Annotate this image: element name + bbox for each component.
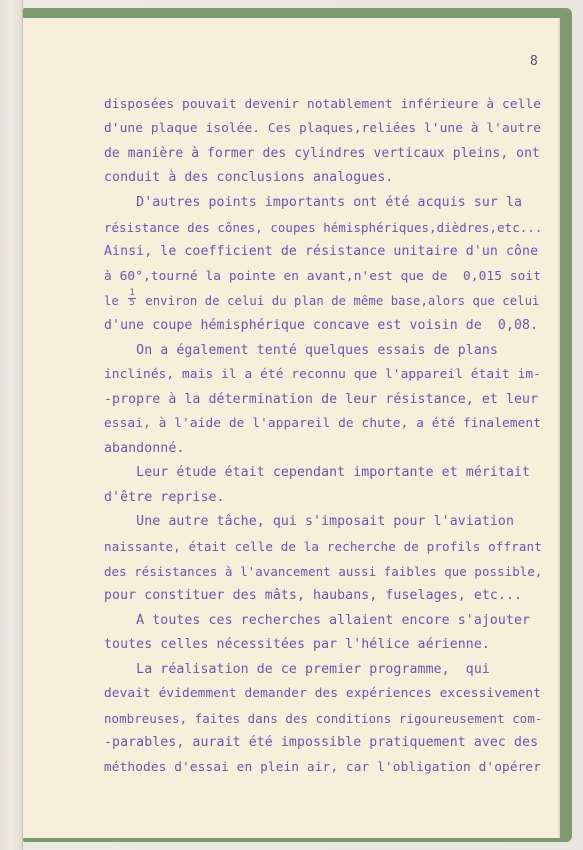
text-segment: environ de celui du plan de même base,alors que celui (137, 294, 540, 308)
page-number: 8 (530, 54, 538, 69)
text-line: d'une plaque isolée. Ces plaques,reliées l'une à l'autre (104, 121, 542, 136)
text-line: inclinés, mais il a été reconnu que l'appareil était im- (104, 367, 542, 382)
text-line: d'être reprise. (104, 490, 225, 505)
text-line: d'une coupe hémisphérique concave est voisin de 0,08. (104, 318, 539, 333)
text-line: La réalisation de ce premier programme, qui (104, 662, 490, 677)
text-line-with-fraction (104, 288, 540, 309)
text-line: Ainsi, le coefficient de résistance unitaire d'un cône (104, 244, 539, 259)
text-line: A toutes ces recherches allaient encore s'ajouter (104, 613, 531, 628)
text-line: On a également tenté quelques essais de plans (104, 343, 498, 358)
text-line: -propre à la détermination de leur résistance, et leur (104, 392, 539, 407)
text-line: conduit à des conclusions analogues. (104, 170, 394, 185)
text-line: naissante, était celle de la recherche de profils offrant (104, 539, 542, 554)
text-line: méthodes d'essai en plein air, car l'obligation d'opérer (104, 760, 542, 775)
text-line: abandonné. (104, 441, 185, 456)
text-line: résistance des cônes, coupes hémisphériques,dièdres,etc... (104, 220, 543, 235)
text-line: disposées pouvait devenir notablement inférieure à celle (104, 97, 542, 112)
fraction-numerator: 1 (129, 288, 135, 298)
text-line: toutes celles nécessitées par l'hélice aérienne. (104, 637, 490, 652)
text-line: Leur étude était cependant importante et méritait (104, 465, 531, 480)
text-line: nombreuses, faites dans des conditions rigoureusement com- (104, 711, 543, 726)
text-line: -parables, aurait été impossible pratiquement avec des (104, 735, 539, 750)
text-line: devait évidemment demander des expériences excessivement (104, 686, 542, 701)
fraction-denominator: 5 (129, 298, 135, 308)
text-line: de manière à former des cylindres verticaux pleins, ont (104, 146, 540, 161)
fraction (128, 289, 136, 308)
text-line: à 60°,tourné la pointe en avant,n'est que de 0,015 soit (104, 269, 542, 284)
text-line: des résistances à l'avancement aussi faibles que possible, (104, 564, 543, 579)
text-line: D'autres points importants ont été acquis sur la (104, 195, 523, 210)
text-segment: le (104, 294, 127, 308)
text-line: Une autre tâche, qui s'imposait pour l'aviation (104, 514, 515, 529)
text-line: essai, à l'aide de l'appareil de chute, a été finalement (104, 416, 542, 431)
text-line: pour constituer des mâts, haubans, fuselages, etc... (104, 588, 523, 603)
